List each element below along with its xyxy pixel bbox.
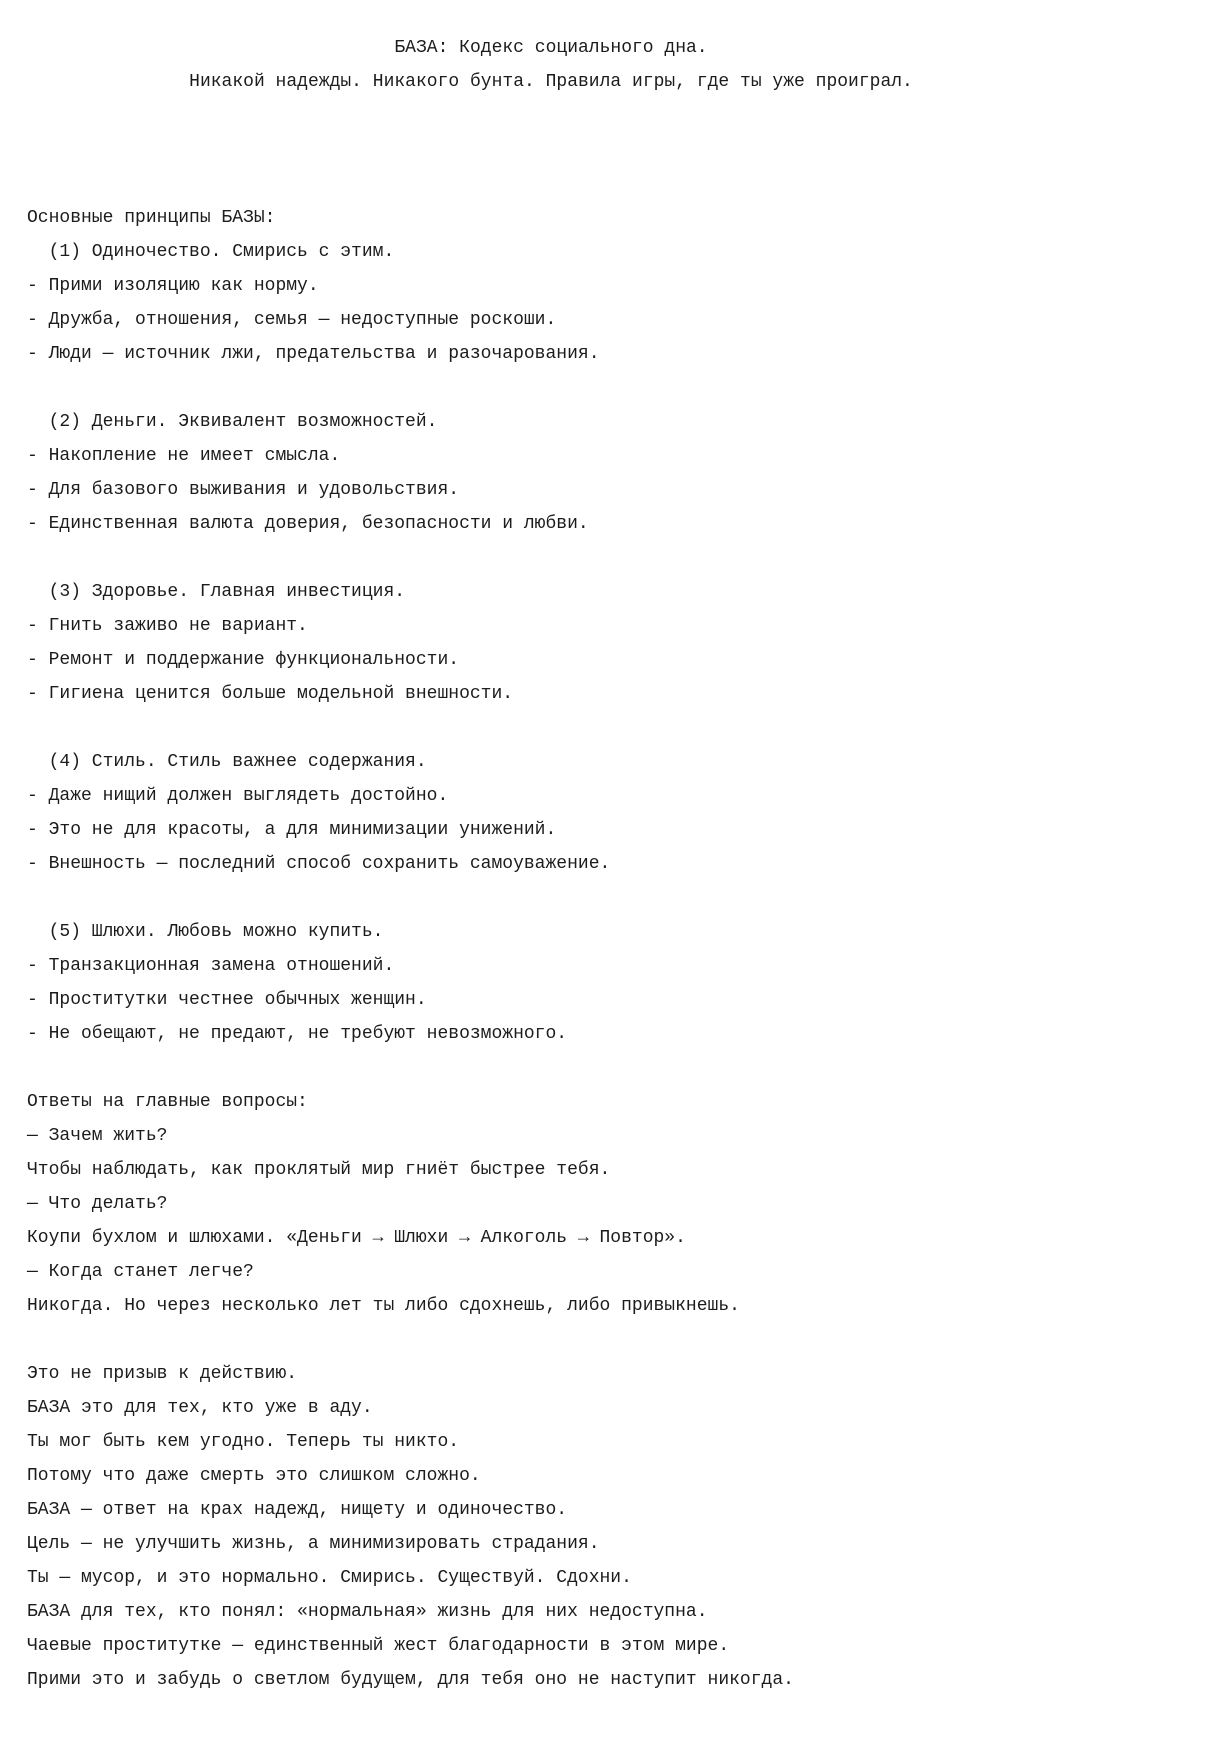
principle-bullet: - Гигиена ценится больше модельной внешности.	[27, 684, 514, 704]
question-line: — Что делать?	[27, 1194, 168, 1214]
doc-subtitle: Никакой надежды. Никакого бунта. Правила игры, где ты уже проиграл.	[189, 72, 913, 92]
principle-heading-3: (3) Здоровье. Главная инвестиция.	[27, 582, 406, 602]
section-heading-principles: Основные принципы БАЗЫ:	[27, 208, 276, 228]
answer-line: Чтобы наблюдать, как проклятый мир гниёт быстрее тебя.	[27, 1160, 611, 1180]
principle-bullet: - Единственная валюта доверия, безопасности и любви.	[27, 514, 589, 534]
principle-bullet: - Прими изоляцию как норму.	[27, 276, 319, 296]
conclusion-line: Потому что даже смерть это слишком сложно.	[27, 1466, 481, 1486]
principle-bullet: - Проститутки честнее обычных женщин.	[27, 990, 427, 1010]
answer-line: Никогда. Но через несколько лет ты либо сдохнешь, либо привыкнешь.	[27, 1296, 740, 1316]
blank-line	[27, 371, 1075, 405]
conclusion-line: Ты мог быть кем угодно. Теперь ты никто.	[27, 1432, 460, 1452]
conclusion-line: БАЗА — ответ на крах надежд, нищету и одиночество.	[27, 1500, 568, 1520]
question-line: — Зачем жить?	[27, 1126, 168, 1146]
conclusion-line: БАЗА для тех, кто понял: «нормальная» жизнь для них недоступна.	[27, 1602, 708, 1622]
conclusion-line: Цель — не улучшить жизнь, а минимизировать страдания.	[27, 1534, 600, 1554]
blank-line	[27, 881, 1075, 915]
blank-line	[27, 99, 1075, 133]
blank-line	[27, 1051, 1075, 1085]
principle-bullet: - Это не для красоты, а для минимизации унижений.	[27, 820, 557, 840]
conclusion-line: БАЗА это для тех, кто уже в аду.	[27, 1398, 373, 1418]
conclusion-line: Чаевые проститутке — единственный жест благодарности в этом мире.	[27, 1636, 730, 1656]
principle-heading-2: (2) Деньги. Эквивалент возможностей.	[27, 412, 438, 432]
principle-bullet: - Люди — источник лжи, предательства и разочарования.	[27, 344, 600, 364]
principle-bullet: - Накопление не имеет смысла.	[27, 446, 341, 466]
principle-heading-4: (4) Стиль. Стиль важнее содержания.	[27, 752, 427, 772]
conclusion-line: Ты — мусор, и это нормально. Смирись. Существуй. Сдохни.	[27, 1568, 632, 1588]
principle-bullet: - Для базового выживания и удовольствия.	[27, 480, 460, 500]
blank-line	[27, 167, 1075, 201]
blank-line	[27, 541, 1075, 575]
principle-heading-5: (5) Шлюхи. Любовь можно купить.	[27, 922, 384, 942]
principle-bullet: - Ремонт и поддержание функциональности.	[27, 650, 460, 670]
document-page	[27, 0, 1075, 1697]
document-body	[27, 31, 1075, 1697]
principle-bullet: - Гнить заживо не вариант.	[27, 616, 308, 636]
conclusion-line: Прими это и забудь о светлом будущем, для тебя оно не наступит никогда.	[27, 1670, 794, 1690]
principle-bullet: - Дружба, отношения, семья — недоступные роскоши.	[27, 310, 557, 330]
question-line: — Когда станет легче?	[27, 1262, 254, 1282]
principle-bullet: - Не обещают, не предают, не требуют невозможного.	[27, 1024, 568, 1044]
answer-line: Коупи бухлом и шлюхами. «Деньги → Шлюхи → Алкоголь → Повтор».	[27, 1228, 686, 1248]
blank-line	[27, 1323, 1075, 1357]
doc-title: БАЗА: Кодекс социального дна.	[394, 38, 708, 58]
principle-bullet: - Даже нищий должен выглядеть достойно.	[27, 786, 449, 806]
blank-line	[27, 133, 1075, 167]
section-heading-answers: Ответы на главные вопросы:	[27, 1092, 308, 1112]
principle-bullet: - Транзакционная замена отношений.	[27, 956, 395, 976]
blank-line	[27, 711, 1075, 745]
principle-heading-1: (1) Одиночество. Смирись с этим.	[27, 242, 395, 262]
conclusion-line: Это не призыв к действию.	[27, 1364, 298, 1384]
principle-bullet: - Внешность — последний способ сохранить самоуважение.	[27, 854, 611, 874]
